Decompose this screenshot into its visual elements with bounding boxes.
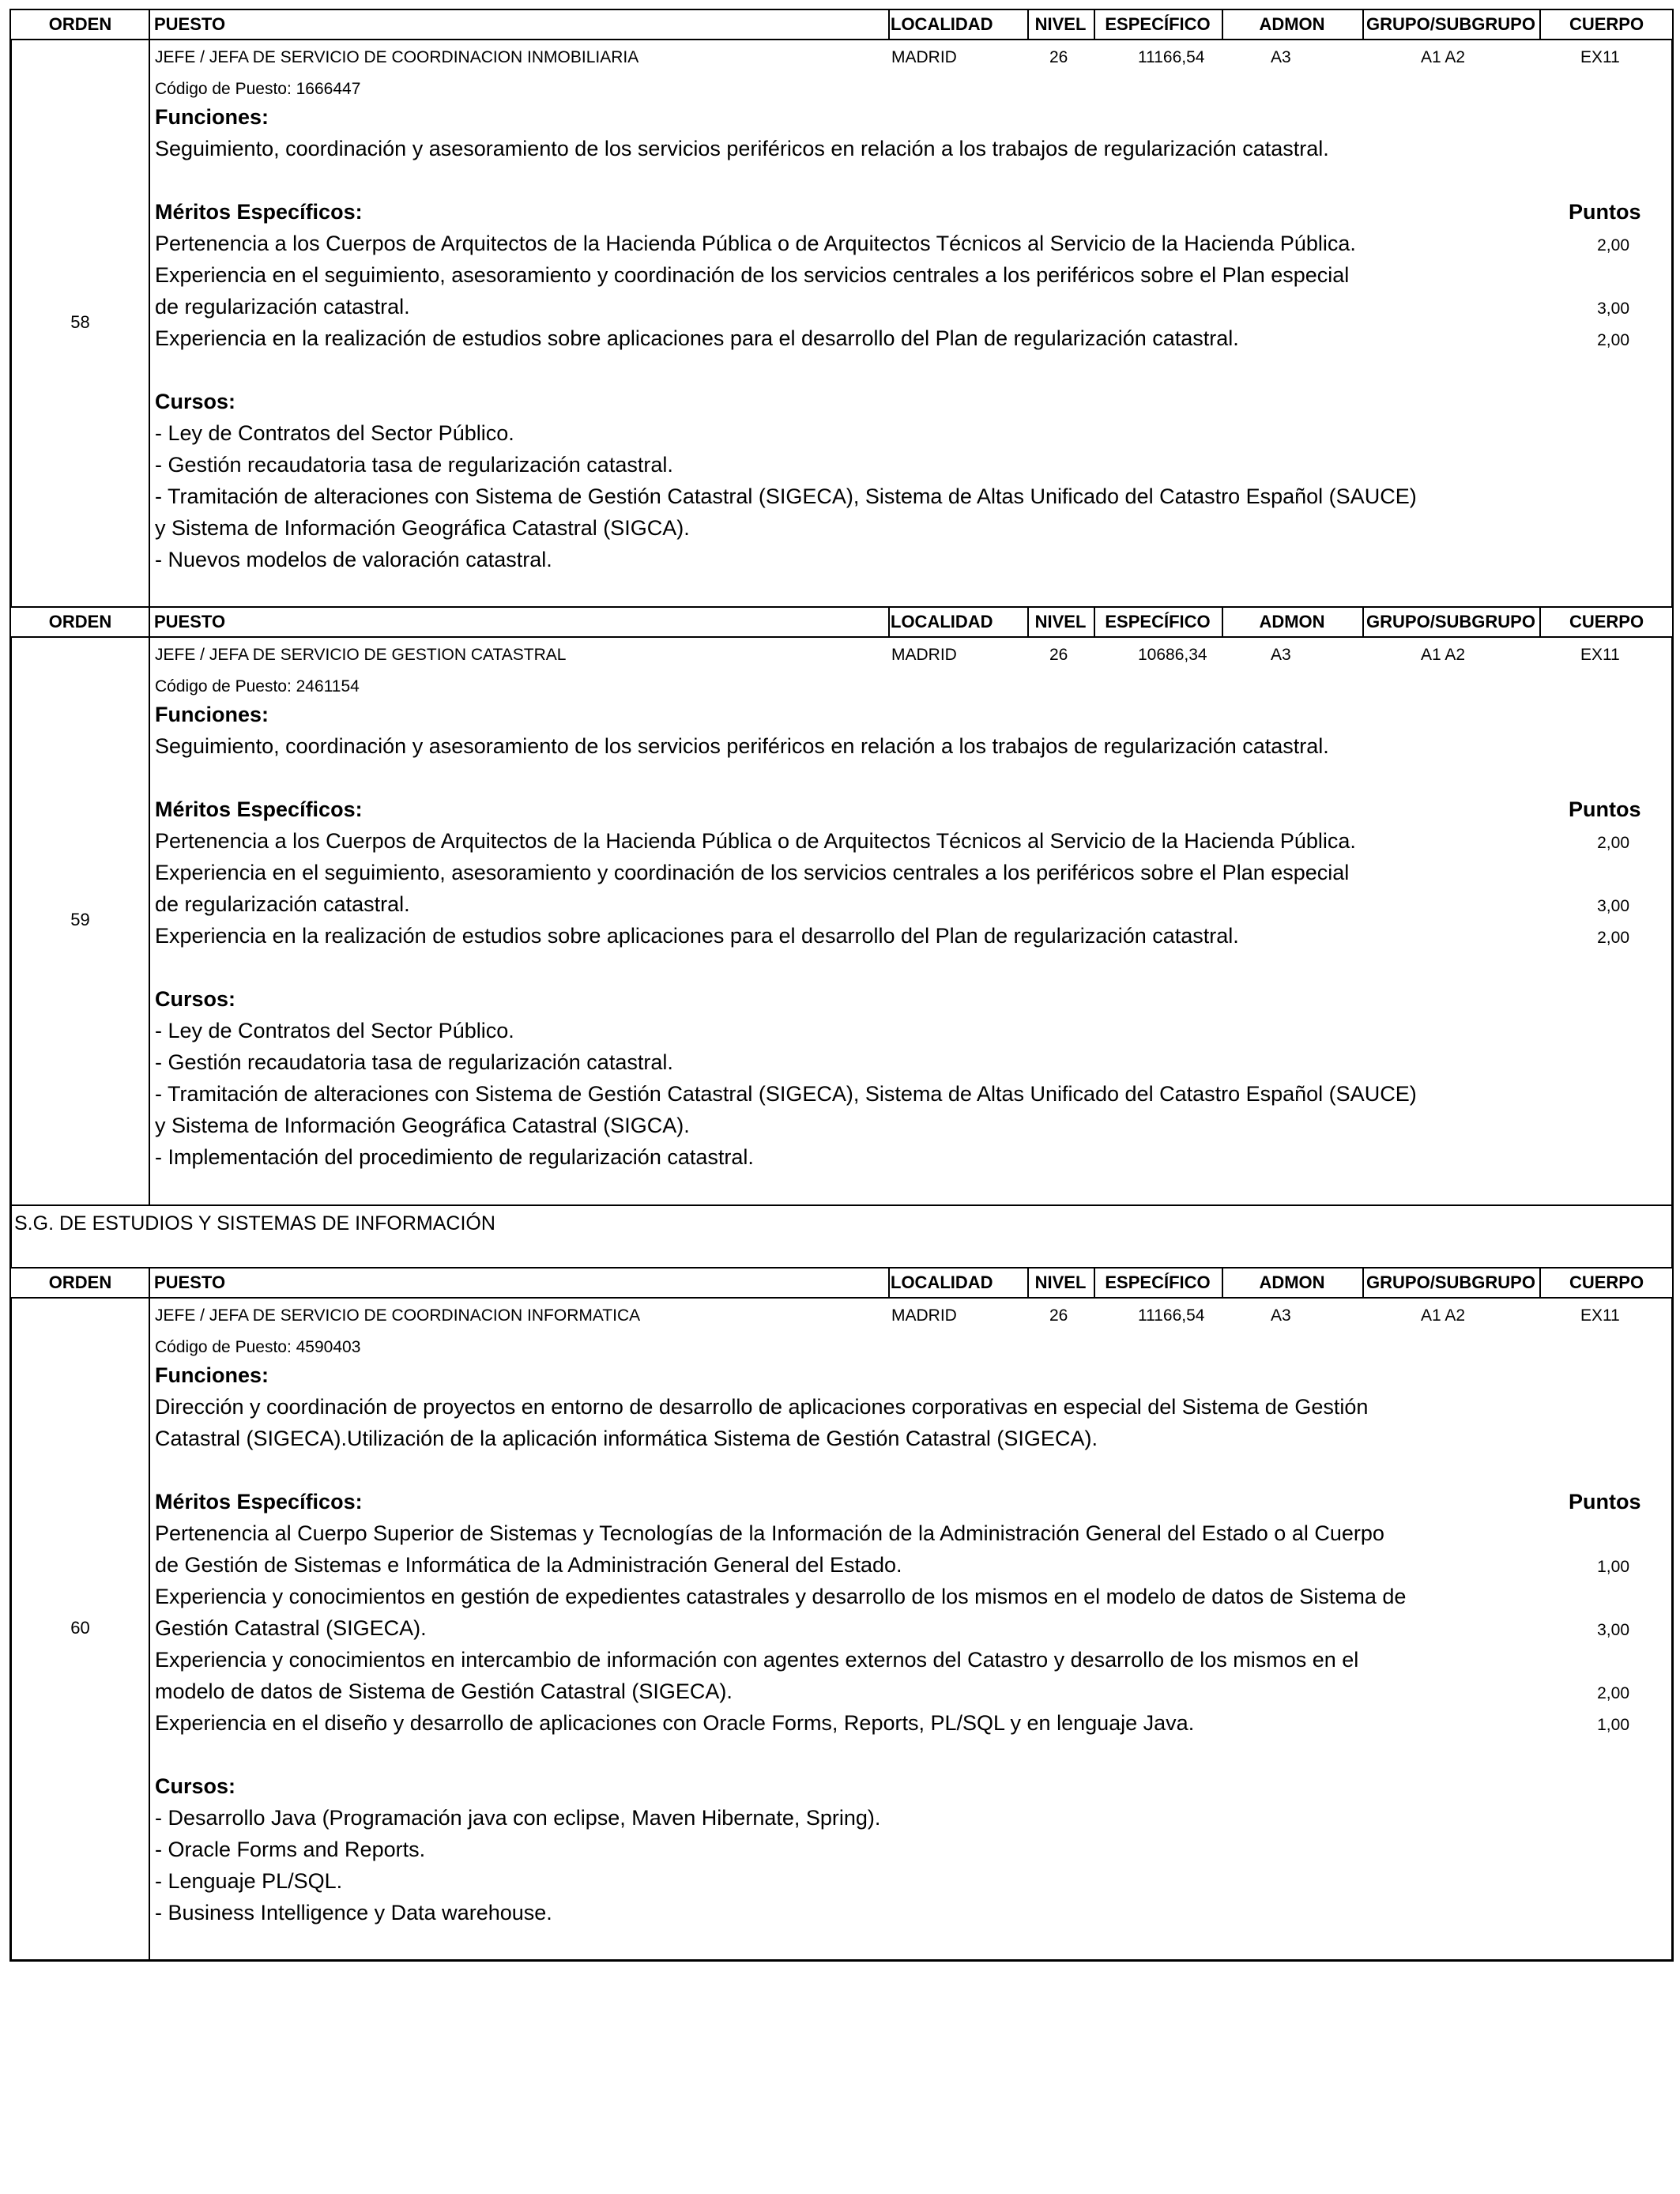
header-puesto: PUESTO: [154, 612, 226, 631]
table-header: [9, 9, 1674, 40]
merito-line: Gestión Catastral (SIGECA).: [155, 1616, 427, 1640]
merito-line: Experiencia en la realización de estudios sobre aplicaciones para el desarrollo del Plan de regularización catastral.: [155, 924, 1239, 948]
merito-line: Pertenencia a los Cuerpos de Arquitectos de la Hacienda Pública o de Arquitectos Técnicos al Servicio de la Hacienda Pública.: [155, 232, 1356, 255]
header-puesto: PUESTO: [154, 1272, 226, 1292]
table-header: [9, 1267, 1674, 1299]
puntos-heading: Puntos: [1569, 1490, 1641, 1514]
merito-line: Experiencia en la realización de estudios sobre aplicaciones para el desarrollo del Plan de regularización catastral.: [155, 326, 1239, 350]
cuerpo: EX11: [1580, 1306, 1620, 1325]
curso-line: - Gestión recaudatoria tasa de regularización catastral.: [155, 1050, 673, 1074]
puntos-value: 1,00: [1597, 1716, 1629, 1734]
record-60: [9, 1299, 1674, 1959]
header-nivel: NIVEL: [1034, 1272, 1087, 1292]
header-especifico: ESPECÍFICO: [1105, 14, 1211, 34]
header-admon: ADMON: [1259, 14, 1325, 34]
curso-line: y Sistema de Información Geográfica Catastral (SIGCA).: [155, 516, 690, 540]
merito-line: modelo de datos de Sistema de Gestión Catastral (SIGECA).: [155, 1679, 733, 1703]
funciones-heading: Funciones:: [155, 1363, 269, 1387]
merito-line: de regularización catastral.: [155, 892, 410, 916]
header-grupo: GRUPO/SUBGRUPO: [1366, 14, 1535, 34]
localidad: MADRID: [891, 48, 957, 66]
cuerpo: EX11: [1580, 646, 1620, 664]
curso-line: - Desarrollo Java (Programación java con eclipse, Maven Hibernate, Spring).: [155, 1806, 881, 1830]
cuerpo: EX11: [1580, 48, 1620, 66]
puntos-value: 2,00: [1597, 236, 1629, 254]
header-localidad: LOCALIDAD: [891, 1272, 993, 1292]
section-title-row: [9, 1204, 1674, 1268]
puntos-value: 2,00: [1597, 331, 1629, 349]
header-admon: ADMON: [1259, 1272, 1325, 1292]
merito-line: Experiencia en el seguimiento, asesoramiento y coordinación de los servicios centrales a los periféricos sobre el Plan especial: [155, 263, 1350, 287]
header-especifico: ESPECÍFICO: [1105, 1272, 1211, 1292]
header-cuerpo: CUERPO: [1569, 612, 1644, 631]
puesto-title: JEFE / JEFA DE SERVICIO DE COORDINACION INFORMATICA: [155, 1306, 641, 1325]
admon: A3: [1271, 646, 1291, 664]
merito-line: Pertenencia a los Cuerpos de Arquitectos de la Hacienda Pública o de Arquitectos Técnicos al Servicio de la Hacienda Pública.: [155, 829, 1356, 853]
codigo-puesto: Código de Puesto: 4590403: [155, 1338, 361, 1356]
section-title: S.G. DE ESTUDIOS Y SISTEMAS DE INFORMACIÓN: [14, 1212, 495, 1235]
merito-line: Experiencia y conocimientos en gestión de expedientes catastrales y desarrollo de los mismos en el modelo de datos de Sistema de: [155, 1585, 1407, 1608]
header-orden: ORDEN: [48, 1272, 112, 1292]
orden-number: 60: [70, 1618, 90, 1638]
header-orden: ORDEN: [48, 14, 112, 34]
grupo: A1 A2: [1421, 48, 1466, 66]
cursos-heading: Cursos:: [155, 987, 236, 1011]
admon: A3: [1271, 1306, 1291, 1325]
merito-line: Experiencia en el diseño y desarrollo de aplicaciones con Oracle Forms, Reports, PL/SQL y en lenguaje Java.: [155, 1711, 1195, 1735]
funciones-heading: Funciones:: [155, 105, 269, 129]
nivel: 26: [1049, 1306, 1068, 1325]
table-header: [9, 606, 1674, 638]
especifico: 10686,34: [1138, 646, 1207, 664]
puntos-value: 3,00: [1597, 300, 1629, 318]
header-orden: ORDEN: [48, 612, 112, 631]
curso-line: - Ley de Contratos del Sector Público.: [155, 1019, 514, 1042]
merito-line: de Gestión de Sistemas e Informática de la Administración General del Estado.: [155, 1553, 902, 1577]
admon: A3: [1271, 48, 1291, 66]
header-localidad: LOCALIDAD: [891, 612, 993, 631]
puesto-title: JEFE / JEFA DE SERVICIO DE COORDINACION INMOBILIARIA: [155, 48, 639, 66]
funciones-line: Catastral (SIGECA).Utilización de la aplicación informática Sistema de Gestión Catastral (SIGECA).: [155, 1427, 1098, 1450]
merito-line: Pertenencia al Cuerpo Superior de Sistemas y Tecnologías de la Información de la Administración General del Estado o al Cuerpo: [155, 1521, 1384, 1545]
especifico: 11166,54: [1138, 1306, 1205, 1325]
header-admon: ADMON: [1259, 612, 1325, 631]
puntos-heading: Puntos: [1569, 200, 1641, 224]
merito-line: de regularización catastral.: [155, 295, 410, 319]
localidad: MADRID: [891, 1306, 957, 1325]
meritos-heading: Méritos Específicos:: [155, 200, 363, 224]
nivel: 26: [1049, 48, 1068, 66]
header-especifico: ESPECÍFICO: [1105, 612, 1211, 631]
grupo: A1 A2: [1421, 646, 1466, 664]
curso-line: - Business Intelligence y Data warehouse.: [155, 1901, 552, 1924]
funciones-line: Dirección y coordinación de proyectos en entorno de desarrollo de aplicaciones corporativas en especial del Sistema de Gestión: [155, 1395, 1369, 1419]
header-grupo: GRUPO/SUBGRUPO: [1366, 612, 1535, 631]
curso-line: - Ley de Contratos del Sector Público.: [155, 421, 514, 445]
grupo: A1 A2: [1421, 1306, 1466, 1325]
header-puesto: PUESTO: [154, 14, 226, 34]
especifico: 11166,54: [1138, 48, 1205, 66]
header-nivel: NIVEL: [1034, 612, 1087, 631]
curso-line: - Tramitación de alteraciones con Sistema de Gestión Catastral (SIGECA), Sistema de Altas Unificado del Catastro Español (SAUCE): [155, 1082, 1417, 1106]
funciones-heading: Funciones:: [155, 703, 269, 726]
cursos-heading: Cursos:: [155, 1774, 236, 1798]
meritos-heading: Méritos Específicos:: [155, 797, 363, 821]
header-cuerpo: CUERPO: [1569, 14, 1644, 34]
table-bottom-border: [9, 1959, 1674, 1962]
meritos-heading: Méritos Específicos:: [155, 1490, 363, 1514]
localidad: MADRID: [891, 646, 957, 664]
header-nivel: NIVEL: [1034, 14, 1087, 34]
puesto-title: JEFE / JEFA DE SERVICIO DE GESTION CATASTRAL: [155, 646, 567, 664]
curso-line: - Oracle Forms and Reports.: [155, 1838, 426, 1861]
codigo-puesto: Código de Puesto: 1666447: [155, 80, 361, 98]
header-cuerpo: CUERPO: [1569, 1272, 1644, 1292]
header-grupo: GRUPO/SUBGRUPO: [1366, 1272, 1535, 1292]
cursos-heading: Cursos:: [155, 390, 236, 413]
curso-line: y Sistema de Información Geográfica Catastral (SIGCA).: [155, 1114, 690, 1137]
funciones-line: Seguimiento, coordinación y asesoramiento de los servicios periféricos en relación a los trabajos de regularización catastral.: [155, 734, 1329, 758]
curso-line: - Implementación del procedimiento de regularización catastral.: [155, 1145, 754, 1169]
record-58: [9, 40, 1674, 606]
merito-line: Experiencia en el seguimiento, asesoramiento y coordinación de los servicios centrales a los periféricos sobre el Plan especial: [155, 861, 1350, 884]
curso-line: - Nuevos modelos de valoración catastral.: [155, 548, 552, 571]
puntos-value: 3,00: [1597, 897, 1629, 915]
nivel: 26: [1049, 646, 1068, 664]
codigo-puesto: Código de Puesto: 2461154: [155, 677, 360, 696]
puntos-value: 2,00: [1597, 1684, 1629, 1702]
record-59: [9, 638, 1674, 1204]
header-localidad: LOCALIDAD: [891, 14, 993, 34]
curso-line: - Tramitación de alteraciones con Sistema de Gestión Catastral (SIGECA), Sistema de Altas Unificado del Catastro Español (SAUCE): [155, 484, 1417, 508]
puntos-value: 1,00: [1597, 1558, 1629, 1576]
puntos-value: 2,00: [1597, 834, 1629, 852]
orden-number: 59: [70, 910, 90, 929]
merito-line: Experiencia y conocimientos en intercambio de información con agentes externos del Catastro y desarrollo de los mismos en el: [155, 1648, 1359, 1672]
orden-number: 58: [70, 312, 90, 332]
puntos-heading: Puntos: [1569, 797, 1641, 821]
puntos-value: 2,00: [1597, 929, 1629, 947]
curso-line: - Gestión recaudatoria tasa de regularización catastral.: [155, 453, 673, 477]
funciones-line: Seguimiento, coordinación y asesoramiento de los servicios periféricos en relación a los trabajos de regularización catastral.: [155, 137, 1329, 160]
puntos-value: 3,00: [1597, 1621, 1629, 1639]
curso-line: - Lenguaje PL/SQL.: [155, 1869, 343, 1893]
